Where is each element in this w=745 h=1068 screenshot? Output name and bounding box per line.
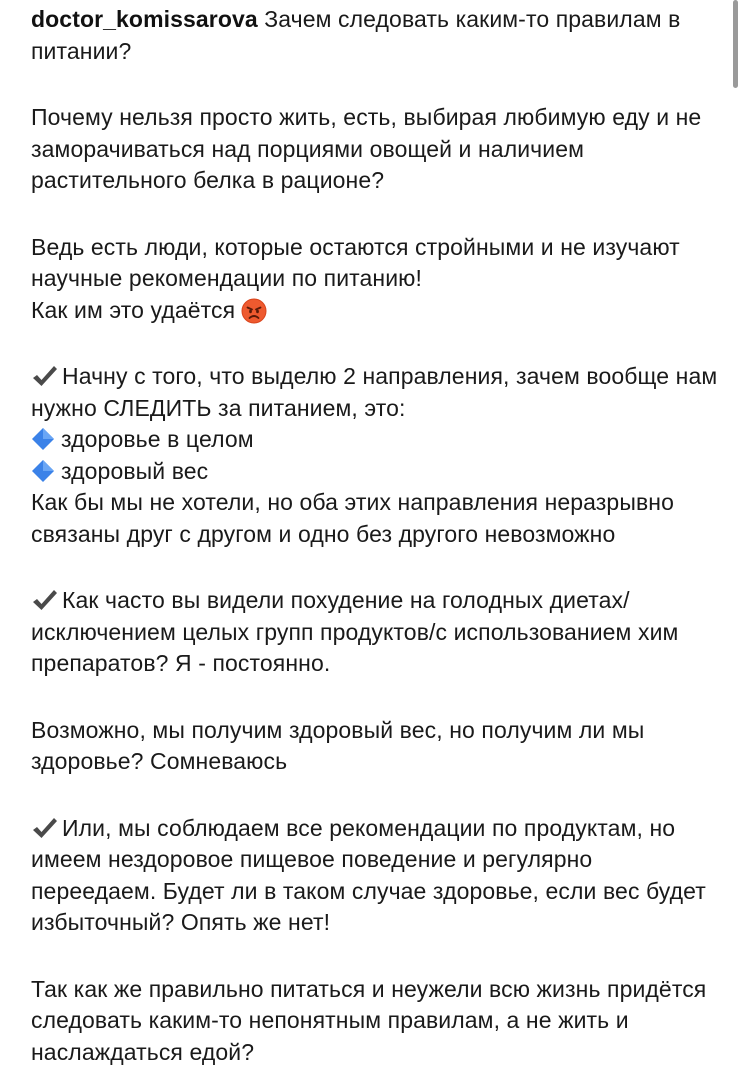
small-blue-diamond-icon [31, 459, 55, 483]
caption-paragraph-2: Почему нельзя просто жить, есть, выбирая любимую еду и не заморачиваться над порциями овощей и наличием растительного белка в рационе? [31, 102, 721, 197]
caption-paragraph-4 [31, 361, 721, 550]
caption-text: Ведь есть люди, которые остаются стройными и не изучают научные рекомендации по питанию! [31, 234, 680, 292]
caption-text: Как им это удаётся [31, 297, 235, 323]
bullet-health: здоровье в целом [61, 426, 254, 452]
heavy-check-mark-icon [31, 364, 58, 388]
caption-paragraph-8: Так как же правильно питаться и неужели всю жизнь придётся следовать каким-то непонятным правилам, а не жить и наслаждаться едой? [31, 974, 721, 1068]
heavy-check-mark-icon [31, 816, 58, 840]
scrollbar[interactable] [733, 0, 738, 88]
caption-paragraph-7 [31, 813, 721, 939]
small-blue-diamond-icon [31, 427, 55, 451]
caption-text: Зачем следовать каким-то правилам в питании? [31, 6, 680, 64]
caption-text: Как бы мы не хотели, но оба этих направления неразрывно связаны друг с другом и одно без другого невозможно [31, 489, 674, 547]
post-caption [31, 4, 721, 1068]
caption-paragraph-3 [31, 232, 721, 327]
caption-paragraph-5 [31, 585, 721, 680]
caption-paragraph-1 [31, 4, 721, 67]
heavy-check-mark-icon [31, 588, 58, 612]
bullet-healthy-weight: здоровый вес [61, 458, 208, 484]
caption-text: Как часто вы видели похудение на голодных диетах/ исключением целых групп продуктов/с использованием хим препаратов? Я - постоянно. [31, 587, 678, 676]
caption-text: Или, мы соблюдаем все рекомендации по продуктам, но имеем нездоровое пищевое поведение и регулярно переедаем. Будет ли в таком случае здоровье, если вес будет избыточный? Опять же нет! [31, 815, 706, 936]
angry-face-icon [241, 298, 267, 324]
caption-text: Начну с того, что выделю 2 направления, зачем вообще нам нужно СЛЕДИТЬ за питанием, это: [31, 363, 717, 421]
caption-paragraph-6: Возможно, мы получим здоровый вес, но получим ли мы здоровье? Сомневаюсь [31, 715, 721, 778]
username-link[interactable]: doctor_komissarova [31, 6, 258, 32]
